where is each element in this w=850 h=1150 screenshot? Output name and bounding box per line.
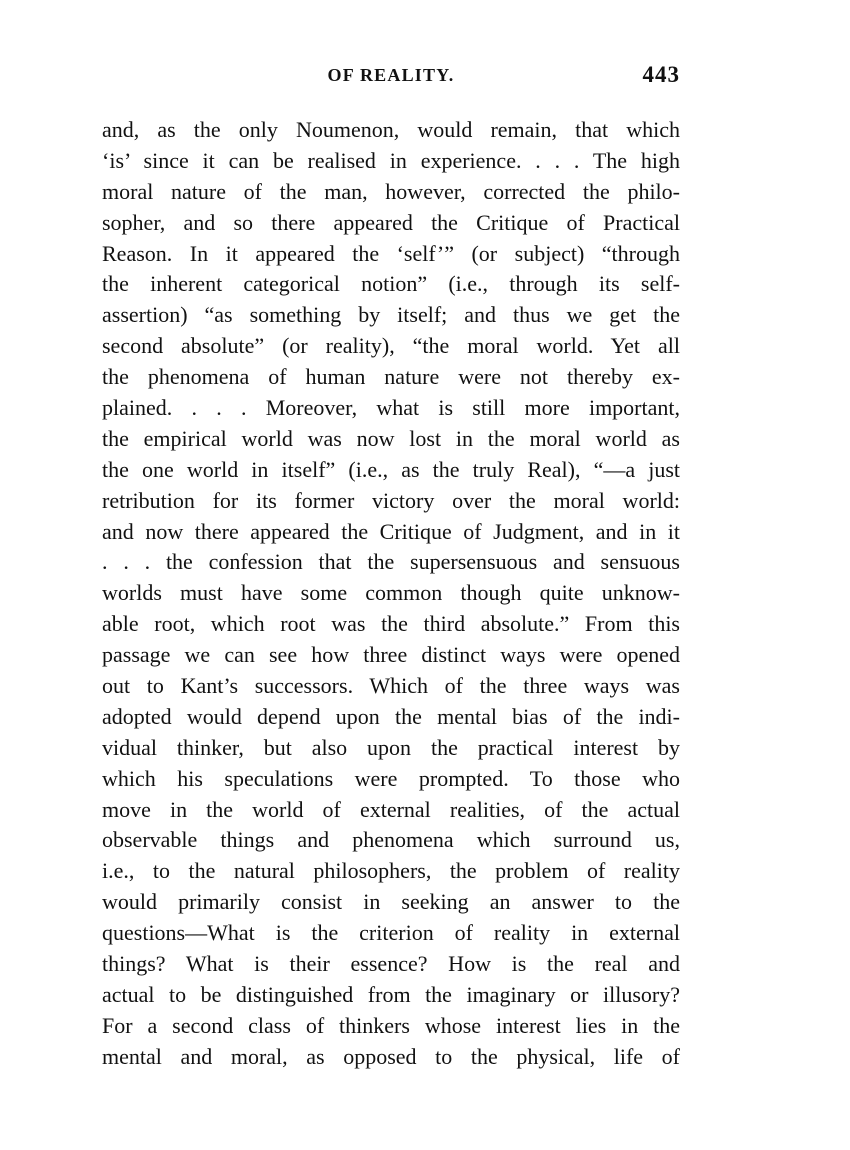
text-line: which his speculations were prompted. To those who xyxy=(102,765,680,791)
text-line: moral nature of the man, however, corrected the philo- xyxy=(102,178,680,204)
text-line: . . . the confession that the supersensuous and sensuous xyxy=(102,549,680,575)
text-line: worlds must have some common though quite unknow- xyxy=(102,580,680,606)
text-line: passage we can see how three distinct ways were opened xyxy=(102,642,680,668)
text-line: the inherent categorical notion” (i.e., through its self- xyxy=(102,271,680,297)
text-line: ‘is’ since it can be realised in experience. . . . The high xyxy=(102,147,680,173)
text-line: second absolute” (or reality), “the moral world. Yet all xyxy=(102,333,680,359)
text-line: would primarily consist in seeking an answer to the xyxy=(102,889,680,915)
body-text xyxy=(102,115,680,1073)
text-line: the one world in itself” (i.e., as the truly Real), “—a just xyxy=(102,456,680,482)
text-line: retribution for its former victory over the moral world: xyxy=(102,487,680,513)
text-line: vidual thinker, but also upon the practical interest by xyxy=(102,734,680,760)
text-line: observable things and phenomena which surround us, xyxy=(102,827,680,853)
text-line: assertion) “as something by itself; and thus we get the xyxy=(102,302,680,328)
text-line: For a second class of thinkers whose interest lies in the xyxy=(102,1012,680,1038)
text-line: Reason. In it appeared the ‘self’” (or subject) “through xyxy=(102,240,680,266)
text-line: questions—What is the criterion of reality in external xyxy=(102,920,680,946)
text-line: sopher, and so there appeared the Critique of Practical xyxy=(102,209,680,235)
text-line: plained. . . . Moreover, what is still more important, xyxy=(102,395,680,421)
text-line: mental and moral, as opposed to the physical, life of xyxy=(102,1043,680,1069)
running-title: OF REALITY. xyxy=(327,65,455,85)
text-line: actual to be distinguished from the imaginary or illusory? xyxy=(102,981,680,1007)
text-line: things? What is their essence? How is the real and xyxy=(102,951,680,977)
text-line: able root, which root was the third absolute.” From this xyxy=(102,611,680,637)
text-line: move in the world of external realities, of the actual xyxy=(102,796,680,822)
running-head xyxy=(102,62,680,92)
text-line: i.e., to the natural philosophers, the problem of reality xyxy=(102,858,680,884)
text-line: the empirical world was now lost in the moral world as xyxy=(102,425,680,451)
text-line: and, as the only Noumenon, would remain, that which xyxy=(102,117,680,142)
text-line: out to Kant’s successors. Which of the three ways was xyxy=(102,673,680,699)
text-line: adopted would depend upon the mental bias of the indi- xyxy=(102,703,680,729)
page-number: 443 xyxy=(642,62,680,87)
text-line: and now there appeared the Critique of Judgment, and in it xyxy=(102,518,680,544)
text-line: the phenomena of human nature were not thereby ex- xyxy=(102,364,680,390)
